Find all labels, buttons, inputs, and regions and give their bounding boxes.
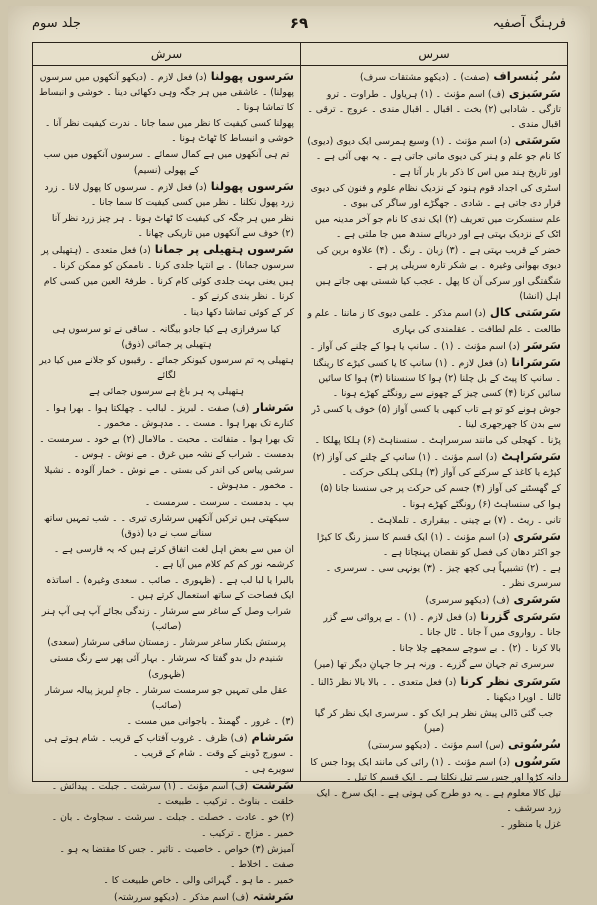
- dictionary-entry: [39, 179, 294, 210]
- definition-text: (د) اسم مؤنث ۔ (۱) سانپ کے چلنے کی آواز (۲) کپڑے یا کاغذ کے سرکنے کی آواز (۳) ہلکی ہلکی حرکت ۔: [312, 452, 561, 479]
- entry-continuation: [307, 641, 561, 656]
- definition-text: (د) فعل لازم ۔ (۱) ۔ بے پروائی سے گزر جانا ۔ رواروی میں آ جانا ۔ ٹال جانا ۔: [323, 612, 561, 639]
- headword: سُر بُنسراف: [489, 69, 561, 83]
- definition-text: (د) اسم مؤنث ۔ (۱) رائی کی مانند ایک پودا جس کا دانہ کڑوا اور جس سے تیل نکلتا ہے ۔ ایک قسم کا تیل ۔: [310, 757, 561, 784]
- definition-text: ہے ۔ (۲) تشبیہاً ہی کچھ چیز ۔ (۳) یونہی سی ۔ سرسری ۔ سرسری نظر ۔: [325, 562, 561, 589]
- definition-text: (ف) صفت ۔ لبریز ۔ لبالب ۔ چھلکتا ہوا ۔ بھرا ہوا ۔ کنارے تک بھرا ہوا ۔ مست ۔ ۔ مدہوش ۔ مخمور ۔: [44, 402, 294, 430]
- dictionary-entry: [307, 133, 561, 179]
- entry-continuation: [39, 762, 294, 777]
- column-divider: [300, 43, 301, 781]
- verse-text: ہتھیلی پہ ہر باغ ہے سرسوں جمائی ہے: [89, 385, 244, 397]
- dictionary-entry: [39, 730, 294, 761]
- right-column: [307, 69, 561, 831]
- dictionary-entry: [307, 592, 561, 608]
- definition-text: تیل کالا معلوم ہے ۔ یہ دو طرح کی ہوتی ہے ۔ ایک سرخ ۔ ایک زرد سرشف ۔: [316, 788, 561, 815]
- page-number: ۶۹: [289, 14, 309, 32]
- verse-line: [39, 683, 294, 713]
- verse-line: [39, 604, 294, 634]
- definition-text: (د) اسم مؤنث ۔ (۱) وسیع ہمرسی ایک دیوی (دیوی) کا نام جو علم و ہنر کی دیوی مانی جاتی ہے ۔ یہ بھی آئی ہے ۔ اور تاریخ ہند میں اس کا ذکر بار بار آتا ہے ۔: [307, 136, 561, 178]
- dictionary-entry: [307, 305, 561, 336]
- definition-text: شگفتگی اور سرکی آن کا پھل ۔ عجب کیا شستی بھی جاتے ہیں اہل (انشا): [315, 276, 561, 303]
- definition-text: سرشی پیاس کی اندر کی بستی ۔ مے نوش ۔ خمار آلودہ ۔ نشیلا ۔ مخمور ۔ مدہوش ۔: [44, 465, 294, 492]
- entry-continuation: [39, 810, 294, 840]
- verse-text: سیکھتی ہیں ترکیں آنکھیں سرشاری تیری ۔ ۔ شب تمہیں ساتھ سنانے سب نے دیا (ذوق): [43, 512, 290, 539]
- definition-text: (د) فعل لازم ۔ (۱) سانپ کا یا کسی کیڑے کا رینگنا ۔ سانپ کا پیٹ کے بل چلنا (۲) ہوا کا سنسنانا (۳) ہوا کا سائیں سائیں کرنا (۴) کسی چیز کے چھونے سے رونگٹے کھڑے ہونا ۔: [313, 357, 561, 399]
- left-column-head: سرش: [33, 43, 300, 66]
- headword: سَرسَری: [509, 528, 561, 543]
- definition-text: جوش ہونے کو تو ہے تاب کبھی یا کسی آواز (۵) خوف یا کسی ڈر سے بدن کا جھرجھری لینا ۔: [311, 403, 561, 431]
- headword: سَرسَر: [520, 337, 561, 352]
- left-column: [39, 69, 294, 903]
- page-frame: [32, 42, 568, 903]
- definition-text: (د) فعل متعدی ۔ ۔ بالا بالا نظر ڈالنا ۔ ٹالنا ۔ اوپرا دیکھنا ۔: [309, 676, 561, 703]
- entry-continuation: [307, 274, 561, 304]
- definition-text: اسٹری کی اجداد قوم ہنود کے نزدیک نظام علوم و فنون کی دیوی قرار دی جاتی ہے ۔ شادی ۔ جھگڑے اور ساگر کی بیوی ۔: [310, 182, 561, 209]
- verse-text: پرستش بکنار ساغر سرشار ۔ زمستان ساقی سرشار (سعدی): [47, 637, 286, 649]
- definition-text: (د) اسم مؤنث ۔ (۱) ۔ سانپ یا ہوا کے چلنے کی آواز ۔: [309, 340, 521, 352]
- verse-line: [39, 511, 294, 541]
- dictionary-entry: [307, 449, 561, 480]
- verse-line: [39, 651, 294, 681]
- headword: سَرسَبزی: [504, 86, 561, 101]
- dictionary-entry: [307, 355, 561, 401]
- entry-continuation: [39, 274, 294, 304]
- verse-line: [39, 635, 294, 650]
- definition-text: (د) اسم مذکر ۔ علمی دیوی کا ز ماننا ۔ علم و طالعت ۔ علم لطافت ۔ عقلمندی کی بہاری: [307, 308, 561, 335]
- definition-text: کے گھسٹنے کی آواز (۴) جسم کی حرکت پر جی سنسنا جانا (۵) ہوا کی سنساہٹ (۶) رونگٹے کھڑے ہونا ۔: [320, 483, 561, 510]
- entry-continuation: [39, 573, 294, 603]
- definition-text: (د) اسم مؤنث ۔ (۱) ایک قسم کا سبز رنگ کا کیڑا جو اکثر دھان کی فصل کو نقصان پہنچاتا ہے ۔: [316, 531, 561, 558]
- definition-text: (د) فعل لازم ۔ سرسوں کا پھول لانا ۔ زرد زرد پھول نکلنا ۔ نظر میں کسی کیفیت کا سما جانا ۔: [44, 181, 294, 208]
- headword: سَرسَراہٹ: [497, 449, 561, 464]
- headword: سَرسوں ہتھیلی پر جمانا: [150, 242, 294, 257]
- definition-text: (ف) ظرف ۔ غروب آفتاب کے قریب ۔ شام ہوتے ہی ۔ سورج ڈوبنے کے وقت ۔ شام کے قریب ۔: [44, 732, 294, 760]
- entry-continuation: [39, 211, 294, 241]
- verse-line: [39, 384, 294, 399]
- book-title: فرہنگ آصفیہ: [492, 16, 566, 31]
- verse-line: [39, 322, 294, 352]
- verse-text: جب گئی ڈالی پیش نظر ہر ایک کو ۔ سرسری ایک نظر کر گیا (میر): [314, 707, 554, 734]
- definition-text: غزل یا منظور ۔: [499, 819, 561, 831]
- verse-text: ہتھیلی پہ تم سرسوں کیونکر جمائے ۔ رقیبوں کو جلانے میں کیا دیر لگائے: [39, 354, 294, 381]
- entry-continuation: [307, 481, 561, 511]
- entry-continuation: [307, 786, 561, 816]
- dictionary-entry: [39, 69, 294, 115]
- entry-continuation: [39, 116, 294, 146]
- headword: سَرسَتی: [510, 133, 561, 148]
- definition-text: (س) اسم مؤنث ۔ (دیکھو سرستی): [367, 739, 505, 751]
- verse-text: عقل ملی تمہیں جو سرمست سرشار ۔ جامِ لبریز پیالہ سرشار (صائب): [45, 684, 288, 711]
- entry-continuation: [307, 433, 561, 448]
- entry-continuation: [307, 561, 561, 591]
- headword: سَرشت: [248, 778, 294, 793]
- verse-line: [39, 147, 294, 177]
- definition-text: تک بھرا ہوا ۔ متفائت ۔ محبت ۔ مالامال (۲) بے خود ۔ سرمست ۔ بدمست ۔ شراب کے نشہ میں غرق ۔ مے نوش ۔ ہوس ۔: [39, 434, 294, 461]
- dictionary-entry: [307, 674, 561, 705]
- definition-text: (صفت) ۔ (دیکھو مشتقات سرف): [359, 72, 490, 83]
- entry-continuation: [39, 432, 294, 462]
- definition-text: (ف) اسم مؤنث ۔ (۱) ہریاول ۔ طراوت ۔ ترو تازگی ۔ شادابی (۲) بخت ۔ اقبال ۔ اقبال مندی ۔ عروج ۔ ترقی ۔ اقبال مندی ۔: [307, 89, 561, 131]
- definition-text: (۲) خو ۔ عادت ۔ خصلت ۔ جبلت ۔ سرشت ۔ سجاوٹ ۔ بان ۔ خمیر ۔ مزاج ۔ ترکیب ۔: [51, 812, 294, 839]
- definition-text: (ف) (دیکھو سرسری): [425, 595, 510, 607]
- definition-text: پڑنا ۔ کھجلی کی مانند سرسراہٹ ۔ سنسناہٹ (۶) ہلکا پھلکا ۔: [314, 435, 561, 447]
- verse-text: سرسری تم جہان سے گزرے ۔ ورنہ ہر جا جہانِ دیگر تھا (میر): [313, 659, 555, 671]
- entry-continuation: [39, 463, 294, 493]
- definition-text: کر کے کوئی تماشا دکھا دینا ۔: [182, 307, 294, 319]
- definition-text: خمیر ۔ ما ہو ۔ گہرائی والی ۔ خاص طبیعت کا ۔: [103, 874, 294, 886]
- entry-continuation: [307, 212, 561, 242]
- dictionary-entry: [307, 338, 561, 354]
- dictionary-entry: [307, 737, 561, 753]
- headword: سَرسوں پھولنا: [206, 178, 294, 193]
- entry-continuation: [39, 842, 294, 872]
- headword: سَرشار: [249, 399, 294, 414]
- headword: سَرسَری نظر کرنا: [456, 673, 561, 688]
- definition-text: سویرے ہی ۔: [243, 764, 294, 776]
- headword: سَرشتہ: [248, 888, 294, 903]
- dictionary-entry: [39, 889, 294, 905]
- definition-text: پھولنا کسی کیفیت کا نظر میں سما جانا ۔ ندرت کیفیت نظر آنا ۔ خوشی و انبساط کا ٹھاٹ ہونا ۔: [44, 118, 294, 145]
- entry-continuation: [39, 495, 294, 510]
- verse-text: شنیدم دل بدو گفتا کہ سرشار ۔ بہار آئی پھر سے رنگ مستی (ظہوری): [49, 653, 284, 680]
- verse-line: [307, 706, 561, 736]
- definition-text: آمیزش (۳) خواص ۔ خاصیت ۔ تاثیر ۔ جس کا مقتضا یہ ہو ۔ صفت ۔ اخلاط ۔: [59, 843, 294, 870]
- definition-text: تانی ۔ ریٹ ۔ (۷) بے چینی ۔ بیقراری ۔ تلملاہٹ ۔: [369, 514, 561, 526]
- entry-continuation: [307, 243, 561, 273]
- definition-text: (د) فعل متعدی ۔ (ہتھیلی پر سرسوں جمانا) ۔ بے انتہا جلدی کرنا ۔ ناممکن کو ممکن کرنا ۔: [41, 245, 294, 272]
- headword: سَرسَری: [509, 592, 561, 607]
- entry-continuation: [39, 873, 294, 888]
- headword: سَرسوں پھولنا: [206, 69, 294, 83]
- headword: سُرسُوتی: [504, 736, 561, 751]
- definition-text: (د) فعل لازم ۔ (دیکھو آنکھوں میں سرسوں پھولنا) ۔ عاشقی میں ہر جگہ وہی دکھائی دینا ۔ خوشی و انبساط کا تماشا ہونا ۔: [39, 72, 294, 114]
- verse-text: کیا سرفرازی ہے کیا جادو بیگانہ ۔ ساقی نے تو سرسوں ہی ہتھیلی پر جمائی (ذوق): [52, 323, 281, 350]
- right-column-head: سرس: [301, 43, 567, 66]
- headword: سَرسَتی کال: [485, 305, 561, 320]
- definition-text: ان میں سے بعض اہل لغت اتفاق کرتے ہیں کہ یہ فارسی ہے ۔ کرشمہ نور کم کم کلام میں آیا ہے ۔: [53, 543, 294, 570]
- dictionary-entry: [307, 86, 561, 132]
- definition-text: (۳) ۔ غرور ۔ گھمنڈ ۔ باجوانی میں مست ۔: [126, 715, 294, 727]
- verse-text: شراب وصل کے ساغر سے سرشار ۔ زندگی بجائے آپ ہی آپ ہنر (صائب): [41, 606, 292, 633]
- definition-text: بالا کرنا ۔ (۲) ۔ بے سوچے سمجھے چلا جانا ۔: [391, 643, 561, 655]
- dictionary-entry: [39, 400, 294, 431]
- entry-continuation: [307, 181, 561, 211]
- definition-text: (ف) اسم مؤنث ۔ (۱) سرشت ۔ جبلت ۔ پیدائش ۔ خلقت ۔ بناوٹ ۔ ترکیب ۔ طبیعت ۔: [51, 781, 294, 808]
- entry-continuation: [307, 402, 561, 432]
- headword: سَرسَرانا: [507, 354, 561, 369]
- definition-text: نظر میں ہر جگہ کی کیفیت کا ٹھاٹ ہونا ۔ ہر چیز زرد نظر آنا (۲) خوف سے آنکھوں میں تاریکی چھانا ۔: [51, 212, 294, 239]
- entry-continuation: [39, 542, 294, 572]
- dictionary-page: [8, 6, 590, 903]
- definition-text: علم سنسکرت میں تعریف (۲) ایک ندی کا نام جو آخر مدینہ میں اٹک کے نزدیک بہتی ہے اور دریائے سندھ میں جا ملتی ہے ۔: [315, 213, 561, 240]
- entry-continuation: [39, 305, 294, 320]
- entry-continuation: [307, 513, 561, 528]
- definition-text: خضر کے قریب بہتی ہے ۔ (۳) زبان ۔ رنگ ۔ (۴) علاوہ برین کی دیوی بھوانی وغیرہ ۔ بے شکر تارہ سریلی پر ہے ۔: [316, 245, 561, 272]
- headword: سَرسُوں: [510, 754, 561, 769]
- dictionary-entry: [307, 529, 561, 560]
- verse-line: [307, 657, 561, 672]
- entry-continuation: [307, 817, 561, 832]
- dictionary-entry: [307, 69, 561, 85]
- headword: سَرشام: [247, 729, 294, 744]
- verse-text: تم ہی آنکھوں میں ہے کمال سمائے ۔ سرسوں آنکھوں میں سب کے پھولی (نسیم): [43, 149, 290, 176]
- running-head: [32, 16, 566, 38]
- definition-text: بالبرا یا لبا لب ہے ۔ (ظہوری ۔ صائب ۔ سعدی وغیرہ) ۔ اساتذہ ایک فصاحت کے ساتھ استعمال کرتے ہیں ۔: [45, 575, 294, 602]
- verse-line: [39, 353, 294, 383]
- entry-continuation: [39, 714, 294, 729]
- dictionary-entry: [307, 609, 561, 640]
- dictionary-entry: [307, 754, 561, 785]
- dictionary-entry: [39, 242, 294, 273]
- definition-text: ہیں یعنی بہت جلدی کوئی کام کرنا ۔ طرفۃ العین میں کسی کام کرنا ۔ نظر بندی کرنے کو ۔: [43, 276, 294, 303]
- definition-text: (ف) اسم مذکر ۔ (دیکھو سررشتہ): [114, 891, 249, 903]
- definition-text: بپ ۔ بدمست ۔ سرست ۔ سرمست ۔: [144, 496, 294, 508]
- dictionary-entry: [39, 778, 294, 809]
- volume-label: جلد سوم: [32, 16, 81, 31]
- headword: سَرسَری گزرنا: [476, 609, 561, 624]
